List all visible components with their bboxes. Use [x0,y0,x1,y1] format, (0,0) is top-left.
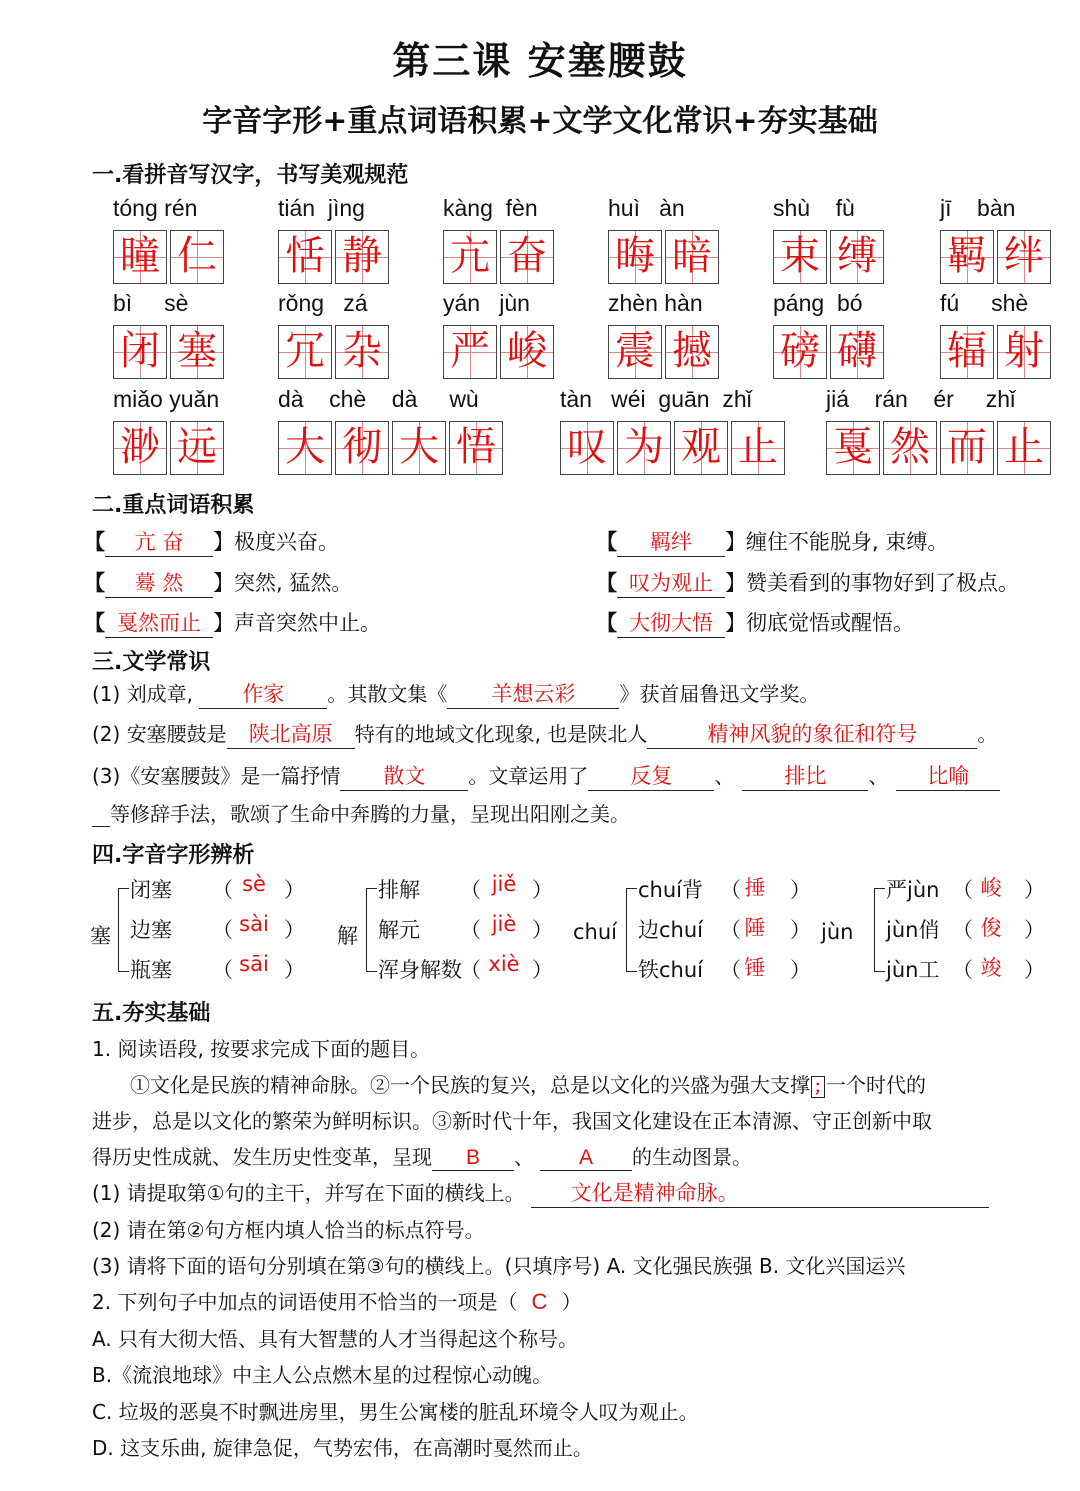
char-answer: 恬 [285,233,325,279]
char-answer: 渺 [120,424,160,470]
group-word: 闭塞 [130,878,172,902]
brace [874,888,885,972]
char-box[interactable] [731,421,785,475]
paren-close: ） [790,918,811,942]
char-box[interactable] [449,421,503,475]
bracket-open: 【 [596,530,617,554]
brace [366,888,377,972]
char-box[interactable] [500,230,554,284]
vocab-answer: 大彻大悟 [617,607,725,638]
lit-answer-rhetoric-3: 比喻 [896,760,1000,791]
vocab-answer: 羁绊 [617,526,725,557]
option-c: C. 垃圾的恶臭不时飘进房里，男生公寓楼的脏乱环境令人叹为观止。 [92,1400,699,1424]
char-answer: 缚 [837,233,877,279]
group-head: chuí [573,920,617,944]
vocab-definition: 】极度兴奋。 [213,530,339,554]
lit-answer-author: 作家 [199,678,327,709]
brace [626,888,637,972]
lit-line-4 [92,798,630,827]
paren-open: （ [720,878,741,902]
paren-close: ） [1024,878,1045,902]
vocab-item [84,607,381,638]
char-box[interactable] [170,230,224,284]
char-box[interactable] [500,325,554,379]
group-answer: jiě [491,872,517,896]
char-answer: 仁 [177,233,217,279]
paren-close: ） [532,918,553,942]
pinyin-label: tàn wéi guān zhǐ [560,386,752,412]
char-answer: 羁 [947,233,987,279]
lit-text: 》获首届鲁迅文学奖。 [619,682,820,706]
group-answer: xiè [488,952,520,976]
group-word: 瓶塞 [130,958,172,982]
pinyin-label: bì sè [113,290,189,316]
group-head: jùn [821,920,854,944]
pinyin-label: tián jìng [278,195,365,221]
group-answer: 锤 [744,956,766,980]
char-answer: 射 [1004,328,1044,374]
pinyin-label: jī bàn [940,195,1016,221]
group-answer: jiè [491,912,517,936]
char-answer: 束 [780,233,820,279]
char-box[interactable] [940,421,994,475]
char-answer: 冗 [285,328,325,374]
group-word: 边塞 [130,918,172,942]
paren-open: （ [460,958,481,982]
lit-text: 。文章运用了 [468,764,589,788]
char-answer: 磅 [780,328,820,374]
lit-text: 。 [977,722,998,746]
paren-open: （ [952,958,973,982]
lit-text: 等修辞手法，歌颂了生命中奔腾的力量，呈现出阳刚之美。 [110,802,630,826]
section-2-heading: 二.重点词语积累 [92,493,255,518]
question-1: 1. 阅读语段, 按要求完成下面的题目。 [92,1037,431,1061]
group-answer: sè [242,872,266,896]
group-word: 排解 [378,878,420,902]
bracket-open: 【 [84,530,105,554]
char-box[interactable] [617,421,671,475]
passage-text: 一个时代的 [826,1073,926,1097]
paren-open: （ [212,958,233,982]
pinyin-label: jiá rán ér zhǐ [826,386,1016,412]
char-box[interactable] [170,421,224,475]
lit-line-1 [92,678,819,709]
char-box[interactable] [997,325,1051,379]
passage-line-2: 进步，总是以文化的繁荣为鲜明标识。③新时代十年，我国文化建设在正本清源、守正创新中取 [92,1109,932,1133]
sub-question-3: (3) 请将下面的语句分别填在第③句的横线上。(只填序号) A. 文化强民族强 B. 文化兴国运兴 [92,1254,906,1278]
pinyin-label: yán jùn [443,290,530,316]
paren-close: ） [284,958,305,982]
char-answer: 亢 [450,233,490,279]
vocab-definition: 】赞美看到的事物好到了极点。 [725,571,1019,595]
paren-open: （ [720,918,741,942]
char-answer: 静 [342,233,382,279]
bracket-open: 【 [596,571,617,595]
pinyin-label: zhèn hàn [608,290,703,316]
bracket-open: 【 [596,611,617,635]
punctuation-box[interactable] [811,1076,831,1098]
brace [118,888,129,972]
char-box[interactable] [443,325,497,379]
question-text: ） [561,1290,582,1314]
lit-text: 。其散文集《 [327,682,448,706]
char-answer: 晦 [615,233,655,279]
char-box[interactable] [278,230,332,284]
char-answer: 震 [615,328,655,374]
lit-answer-book: 羊想云彩 [447,678,619,709]
lit-text: (2) 安塞腰鼓是 [92,722,227,746]
passage-text: 、 [514,1145,534,1169]
vocab-item [84,567,352,598]
lit-line-2 [92,718,997,749]
char-box[interactable] [113,421,167,475]
char-box[interactable] [665,230,719,284]
char-box[interactable] [997,421,1051,475]
char-box[interactable] [883,421,937,475]
pinyin-label: tóng rén [113,195,198,221]
paren-close: ） [1024,918,1045,942]
char-box[interactable] [335,421,389,475]
char-box[interactable] [392,421,446,475]
passage-line-1 [130,1069,926,1098]
char-answer: 彻 [342,424,382,470]
char-box[interactable] [335,230,389,284]
sub-question-1 [92,1177,989,1208]
passage-answer-1: B [432,1146,514,1171]
lit-answer-rhetoric-1: 反复 [588,760,714,791]
char-box[interactable] [826,421,880,475]
lit-answer-region: 陕北高原 [227,718,355,749]
char-box[interactable] [830,325,884,379]
lit-text: (1) 刘成章, [92,682,200,706]
passage-text: ①文化是民族的精神命脉。②一个民族的复兴，总是以文化的兴盛为强大支撑 [130,1073,810,1097]
section-4-heading: 四.字音字形辨析 [92,843,255,868]
char-box[interactable] [560,421,614,475]
char-box[interactable] [773,325,827,379]
char-box[interactable] [830,230,884,284]
group-answer: 峻 [980,876,1002,900]
char-box[interactable] [443,230,497,284]
char-answer: 止 [1004,424,1044,470]
group-head: 解 [337,924,358,948]
char-answer: 而 [947,424,987,470]
paren-close: ） [532,958,553,982]
char-box[interactable] [278,325,332,379]
char-answer: 暗 [672,233,712,279]
group-word: 边chuí [638,918,703,942]
question-text: (1) 请提取第①句的主干，并写在下面的横线上。 [92,1181,525,1205]
char-answer: 闭 [120,328,160,374]
char-answer: 然 [890,424,930,470]
lit-answer-symbol: 精神风貌的象征和符号 [647,718,977,749]
blank-line [92,808,110,827]
char-box[interactable] [608,230,662,284]
paren-close: ） [790,878,811,902]
option-a: A. 只有大彻大悟、具有大智慧的人才当得起这个称号。 [92,1327,579,1351]
lit-text: 特有的地域文化现象, 也是陕北人 [354,722,648,746]
section-3-heading: 三.文学常识 [92,650,211,675]
paren-open: （ [460,878,481,902]
char-answer: 为 [624,424,664,470]
char-answer: 大 [285,424,325,470]
paren-open: （ [460,918,481,942]
passage-line-3 [92,1141,752,1171]
lit-answer-genre: 散文 [340,760,468,791]
char-box[interactable] [170,325,224,379]
char-answer: 观 [681,424,721,470]
lit-text: 、 [714,764,735,788]
pinyin-label: huì àn [608,195,685,221]
page-subtitle: 字音字形+重点词语积累+文学文化常识+夯实基础 [202,104,878,139]
char-box[interactable] [335,325,389,379]
char-answer: 绊 [1004,233,1044,279]
group-answer: 陲 [744,916,766,940]
char-answer: 撼 [672,328,712,374]
pinyin-label: rǒng zá [278,290,368,316]
char-answer: 止 [738,424,778,470]
pinyin-label: kàng fèn [443,195,538,221]
char-answer: 远 [177,424,217,470]
vocab-answer: 戛然而止 [105,607,213,638]
group-answer: sài [239,912,269,936]
char-answer: 大 [399,424,439,470]
paren-open: （ [212,878,233,902]
group-answer: 竣 [980,956,1002,980]
pinyin-label: dà chè dà wù [278,386,479,412]
paren-close: ） [790,958,811,982]
char-box[interactable] [113,230,167,284]
group-head: 塞 [90,924,111,948]
group-word: 严jùn [886,878,940,902]
paren-close: ） [1024,958,1045,982]
punctuation-answer: ； [814,1076,831,1096]
vocab-definition: 】突然, 猛然。 [213,571,353,595]
question-2-answer: C [531,1289,548,1314]
char-answer: 戛 [833,424,873,470]
pinyin-label: páng bó [773,290,863,316]
char-box[interactable] [940,230,994,284]
question-2 [92,1286,581,1315]
vocab-item [596,526,948,557]
char-box[interactable] [997,230,1051,284]
paren-close: ） [284,918,305,942]
vocab-item [596,607,914,638]
sub-question-1-answer: 文化是精神命脉。 [531,1177,989,1208]
passage-answer-2: A [540,1146,632,1171]
paren-open: （ [720,958,741,982]
char-answer: 杂 [342,328,382,374]
char-answer: 悟 [456,424,496,470]
question-text: 2. 下列句子中加点的词语使用不恰当的一项是（ [92,1290,518,1314]
vocab-answer: 叹为观止 [617,567,725,598]
paren-close: ） [532,878,553,902]
vocab-definition: 】缠住不能脱身, 束缚。 [725,530,949,554]
char-answer: 辐 [947,328,987,374]
char-answer: 瞳 [120,233,160,279]
vocab-item [596,567,1019,598]
paren-open: （ [212,918,233,942]
lit-text: (3)《安塞腰鼓》是一篇抒情 [92,764,341,788]
char-answer: 塞 [177,328,217,374]
group-word: 解元 [378,918,420,942]
vocab-answer: 蓦 然 [105,567,213,598]
char-box[interactable] [665,325,719,379]
section-5-heading: 五.夯实基础 [92,1001,211,1026]
char-box[interactable] [278,421,332,475]
group-answer: 捶 [744,876,766,900]
char-answer: 峻 [507,328,547,374]
char-answer: 叹 [567,424,607,470]
paren-close: ） [284,878,305,902]
passage-text: 的生动图景。 [632,1145,752,1169]
vocab-answer: 亢 奋 [105,526,213,557]
lit-text: 、 [868,764,889,788]
group-word: jùn俏 [886,918,940,942]
char-box[interactable] [608,325,662,379]
lit-line-3 [92,760,1000,791]
option-d: D. 这支乐曲, 旋律急促，气势宏伟，在高潮时戛然而止。 [92,1436,593,1460]
group-word: 铁chuí [638,958,703,982]
pinyin-label: shù fù [773,195,855,221]
option-b: B.《流浪地球》中主人公点燃木星的过程惊心动魄。 [92,1363,553,1387]
sub-question-2: (2) 请在第②句方框内填人恰当的标点符号。 [92,1218,485,1242]
pinyin-label: fú shè [940,290,1029,316]
vocab-definition: 】声音突然中止。 [213,611,381,635]
char-answer: 奋 [507,233,547,279]
char-box[interactable] [674,421,728,475]
passage-text: 得历史性成就、发生历史性变革，呈现 [92,1145,432,1169]
lit-answer-rhetoric-2: 排比 [742,760,868,791]
group-word: 浑身解数 [378,958,462,982]
char-box[interactable] [113,325,167,379]
char-answer: 礴 [837,328,877,374]
group-word: jùn工 [886,958,940,982]
vocab-definition: 】彻底觉悟或醒悟。 [725,611,914,635]
bracket-open: 【 [84,571,105,595]
char-box[interactable] [940,325,994,379]
group-answer: 俊 [980,916,1002,940]
pinyin-label: miǎo yuǎn [113,386,220,412]
group-answer: sāi [239,952,269,976]
char-answer: 严 [450,328,490,374]
vocab-item [84,526,339,557]
paren-open: （ [952,918,973,942]
section-1-heading: 一.看拼音写汉字，书写美观规范 [92,163,409,188]
group-word: chuí背 [638,878,703,902]
paren-open: （ [952,878,973,902]
bracket-open: 【 [84,611,105,635]
page-title: 第三课 安塞腰鼓 [392,39,688,83]
char-box[interactable] [773,230,827,284]
